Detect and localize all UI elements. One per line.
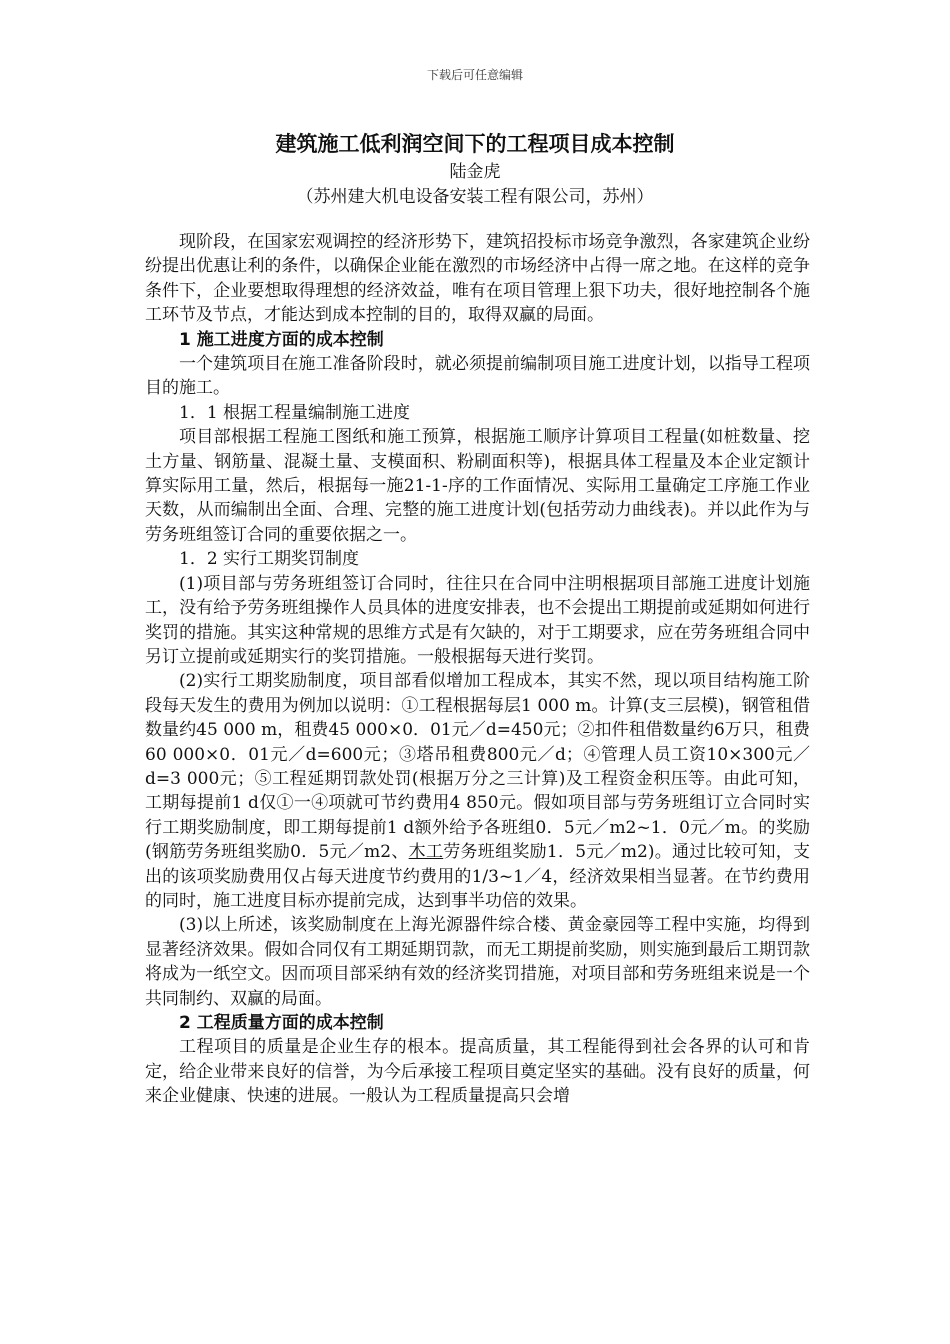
author-affiliation: （苏州建大机电设备安装工程有限公司，苏州） — [296, 187, 654, 207]
author-name: 陆金虎 — [449, 162, 501, 182]
document-title: 建筑施工低利润空间下的工程项目成本控制 — [275, 132, 675, 156]
paragraph — [145, 669, 810, 913]
section-heading: 1 施工进度方面的成本控制 — [179, 329, 384, 350]
paragraph: (3)以上所述，该奖励制度在上海光源器件综合楼、黄金豪园等工程中实施，均得到显著经济效果。假如合同仅有工期延期罚款，而无工期提前奖励，则实施到最后工期罚款将成为一纸空文。因而项目部采纳有效的经济奖罚措施，对项目部和劳务班组来说是一个共同制约、双赢的局面。 — [145, 915, 810, 1009]
subsection-heading: 1．2 实行工期奖罚制度 — [179, 549, 360, 570]
paragraph: 一个建筑项目在施工准备阶段时，就必须提前编制项目施工进度计划，以指导工程项目的施工。 — [145, 354, 810, 399]
body-text — [145, 230, 810, 1109]
paragraph-text-part: 劳务班组奖励1．5元／m2)。通过比较可知，支出的该项奖励费用仅占每天进度节约费用的1/3~1／4，经济效果相当显著。在节约费用的同时，施工进度目标亦提前完成，达到事半功倍的效果。 — [145, 842, 811, 911]
underlined-term: 木工 — [408, 842, 444, 863]
paragraph: (1)项目部与劳务班组签订合同时，往往只在合同中注明根据项目部施工进度计划施工，没有给予劳务班组操作人员具体的进度安排表，也不会提出工期提前或延期如何进行奖罚的措施。其实这种常规的思维方式是有欠缺的，对于工期要求，应在劳务班组合同中另订立提前或延期实行的奖罚措施。一般根据每天进行奖罚。 — [145, 573, 810, 667]
paragraph: 工程项目的质量是企业生存的根本。提高质量，其工程能得到社会各界的认可和肯定，给企业带来良好的信誉，为今后承接工程项目奠定坚实的基础。没有良好的质量，何来企业健康、快速的进展。一般认为工程质量提高只会增 — [145, 1037, 810, 1107]
subsection-heading: 1．1 根据工程量编制施工进度 — [179, 402, 411, 423]
paragraph: 项目部根据工程施工图纸和施工预算，根据施工顺序计算项目工程量(如桩数量、挖土方量、钢筋量、混凝土量、支模面积、粉刷面积等)，根据具体工程量及本企业定额计算实际用工量，然后，根据每一施21-1-序的工作面情况、实际用工量确定工序施工作业天数，从而编制出全面、合理、完整的施工进度计划(包括劳动力曲线表)。并以此作为与劳务班组签订合同的重要依据之一。 — [145, 427, 810, 545]
section-heading: 2 工程质量方面的成本控制 — [179, 1013, 384, 1033]
paragraph: 现阶段，在国家宏观调控的经济形势下，建筑招投标市场竞争激烈，各家建筑企业纷纷提出优惠让利的条件，以确保企业能在激烈的市场经济中占得一席之地。在这样的竞争条件下，企业要想取得理想的经济效益，唯有在项目管理上狠下功夫，很好地控制各个施工环节及节点，才能达到成本控制的目的，取得双赢的局面。 — [145, 232, 810, 326]
paragraph-text-part: (2)实行工期奖励制度，项目部看似增加工程成本，其实不然，现以项目结构施工阶段每天发生的费用为例加以说明：①工程根据每层1 000 m。计算(支三层模)，钢管租借数量约45 000 m，租费45 000×0．01元／d=450元；②扣件租借数量约6万只，租费60 000×0．01元／d=600元；③塔吊租费800元／d；④管理人员工资10×300元／d=3 000元；⑤工程延期罚款处罚(根据万分之三计算)及工程资金积压等。由此可知，工期每提前1 d仅①一④项就可节约费用4 850元。假如项目部与劳务班组订立合同时实行工期奖励制度，即工期每提前1 d额外给予各班组0．5元／m2~1．0元／m。的奖励(钢筋劳务班组奖励0．5元／m2、 — [145, 671, 810, 863]
download-note: 下载后可任意编辑 — [426, 68, 523, 82]
